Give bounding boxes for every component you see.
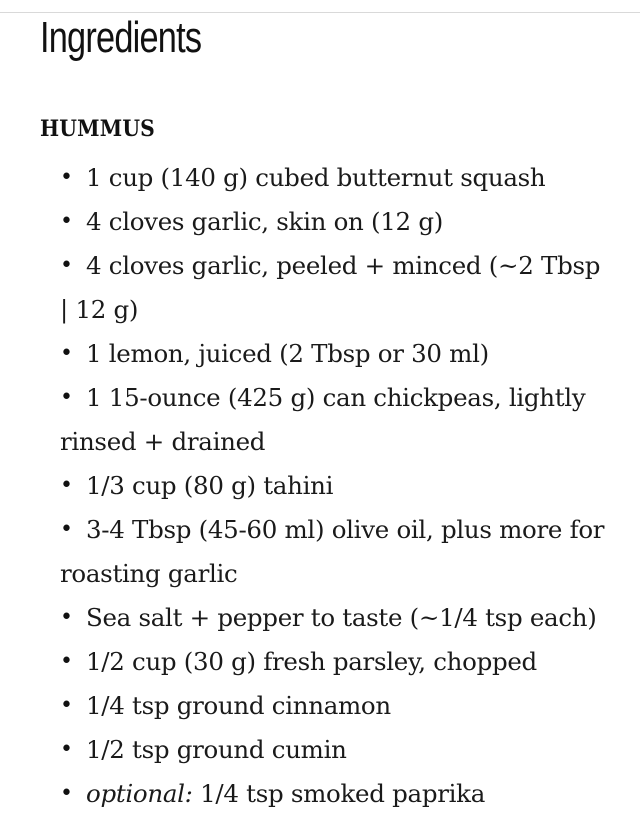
ingredient-text: Sea salt + pepper to taste (~1/4 tsp each) xyxy=(86,603,597,632)
bullet-icon: • xyxy=(60,737,73,762)
section-title-hummus: HUMMUS xyxy=(40,116,155,142)
bullet-icon: • xyxy=(60,385,73,410)
list-item xyxy=(60,640,605,684)
list-item xyxy=(60,156,605,200)
list-item xyxy=(60,596,605,640)
bullet-icon: • xyxy=(60,165,73,190)
list-item xyxy=(60,376,605,464)
ingredient-list xyxy=(60,156,605,816)
list-item xyxy=(60,244,605,332)
list-item xyxy=(60,508,605,596)
list-item xyxy=(60,772,605,816)
ingredient-text: 1/2 cup (30 g) fresh parsley, chopped xyxy=(86,647,537,676)
ingredient-text: 1 lemon, juiced (2 Tbsp or 30 ml) xyxy=(86,339,489,368)
ingredient-text: 3-4 Tbsp (45-60 ml) olive oil, plus more for roasting garlic xyxy=(60,515,605,588)
ingredient-text: 1/4 tsp smoked paprika xyxy=(192,779,485,808)
bullet-icon: • xyxy=(60,693,73,718)
bullet-icon: • xyxy=(60,473,73,498)
ingredient-text: 1 cup (140 g) cubed butternut squash xyxy=(86,163,546,192)
ingredient-text: 1/2 tsp ground cumin xyxy=(86,735,347,764)
ingredient-text: 4 cloves garlic, peeled + minced (~2 Tbsp | 12 g) xyxy=(60,251,601,324)
page-title: Ingredients xyxy=(40,13,202,62)
ingredient-text: 1 15-ounce (425 g) can chickpeas, lightly rinsed + drained xyxy=(60,383,586,456)
bullet-icon: • xyxy=(60,517,73,542)
ingredient-text: 4 cloves garlic, skin on (12 g) xyxy=(86,207,443,236)
bullet-icon: • xyxy=(60,253,73,278)
bullet-icon: • xyxy=(60,649,73,674)
bullet-icon: • xyxy=(60,341,73,366)
bullet-icon: • xyxy=(60,781,73,806)
list-item xyxy=(60,464,605,508)
list-item xyxy=(60,332,605,376)
bullet-icon: • xyxy=(60,605,73,630)
optional-label: optional: xyxy=(86,779,193,808)
ingredient-text: 1/4 tsp ground cinnamon xyxy=(86,691,391,720)
list-item xyxy=(60,684,605,728)
bullet-icon: • xyxy=(60,209,73,234)
list-item xyxy=(60,728,605,772)
ingredient-text: 1/3 cup (80 g) tahini xyxy=(86,471,334,500)
list-item xyxy=(60,200,605,244)
